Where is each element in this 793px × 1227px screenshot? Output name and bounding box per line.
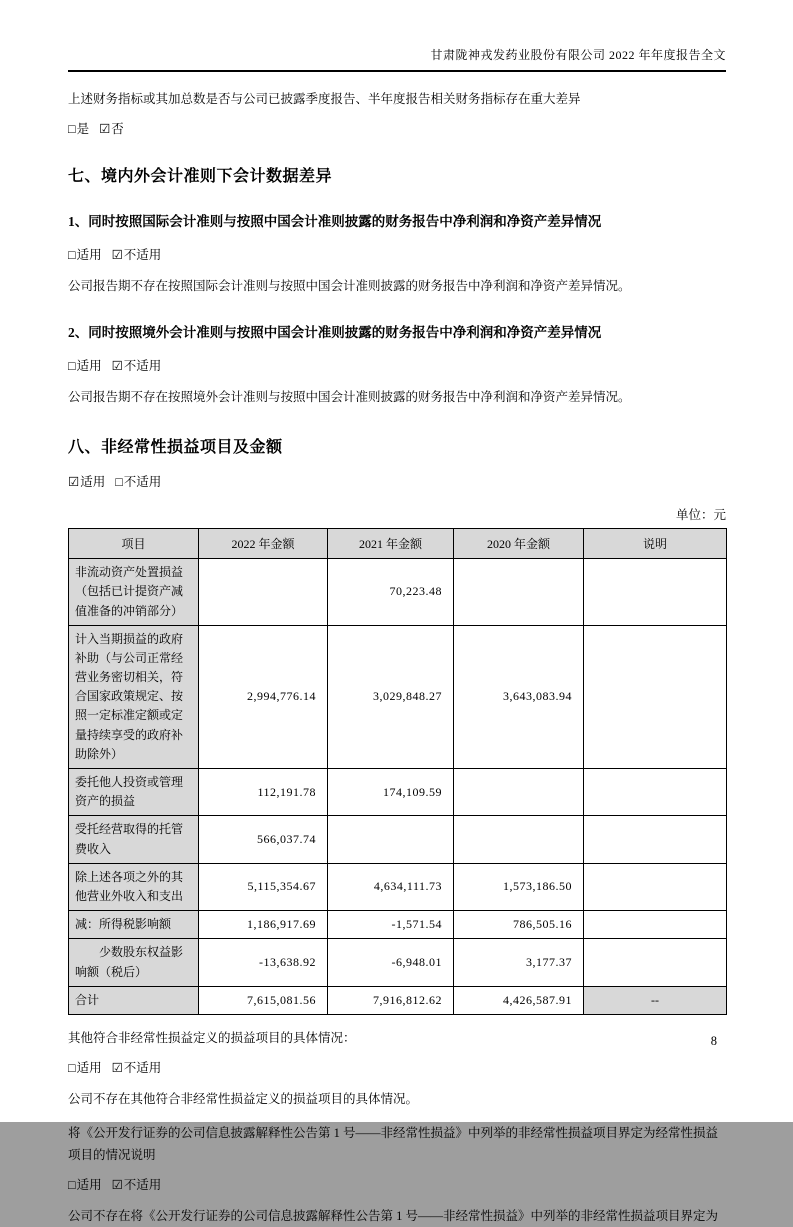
checkbox-unchecked-icon: □ <box>68 247 76 262</box>
section-7-1-note: 公司报告期不存在按照国际会计准则与按照中国会计准则披露的财务报告中净利润和净资产差异情况。 <box>68 278 631 293</box>
option-applicable-label: 适用 <box>76 1177 102 1192</box>
total-value-2020: 4,426,587.91 <box>454 986 584 1014</box>
row-item-label: 少数股东权益影响额（税后） <box>69 939 199 986</box>
row-value-2020: 3,177.37 <box>454 939 584 986</box>
row-value-2020: 3,643,083.94 <box>454 625 584 768</box>
checkbox-unchecked-icon: □ <box>68 358 76 373</box>
option-applicable-label: 适用 <box>76 358 102 373</box>
row-value-2020 <box>454 559 584 626</box>
column-header-item: 项目 <box>69 529 199 559</box>
section-7-title: 七、境内外会计准则下会计数据差异 <box>68 167 333 185</box>
option-not-applicable <box>112 1061 162 1075</box>
column-header-note: 说明 <box>584 529 727 559</box>
option-not-applicable-label: 不适用 <box>123 1061 162 1076</box>
reclassification-title: 将《公开发行证券的公司信息披露解释性公告第 1 号——非经常性损益》中列举的非经常性损益项目界定为经常性损益项目的情况说明 <box>68 1126 719 1162</box>
row-value-2020 <box>454 769 584 816</box>
option-applicable-label: 适用 <box>76 1061 102 1076</box>
option-yes <box>68 122 89 136</box>
checkbox-checked-icon: ☑ <box>68 475 80 490</box>
option-not-applicable <box>112 248 162 262</box>
table-row <box>69 769 727 816</box>
row-value-2022: -13,638.92 <box>199 939 328 986</box>
section-7-1-title: 1、同时按照国际会计准则与按照中国会计准则披露的财务报告中净利润和净资产差异情况 <box>68 213 602 229</box>
reclassification-checkline <box>68 1175 726 1193</box>
row-note <box>584 863 727 910</box>
other-situations-title: 其他符合非经常性损益定义的损益项目的具体情况： <box>68 1030 356 1045</box>
option-no-label: 否 <box>111 121 124 136</box>
row-note <box>584 911 727 939</box>
option-not-applicable-label: 不适用 <box>123 247 162 262</box>
row-item-label: 减：所得税影响额 <box>69 911 199 939</box>
option-applicable-label: 适用 <box>76 247 102 262</box>
row-value-2021: 70,223.48 <box>328 559 454 626</box>
row-value-2021: -1,571.54 <box>328 911 454 939</box>
page-header-title: 甘肃陇神戎发药业股份有限公司 2022 年年度报告全文 <box>68 0 726 72</box>
table-row <box>69 816 727 863</box>
row-note <box>584 559 727 626</box>
unit-label: 单位：元 <box>675 508 726 523</box>
table-row <box>69 939 727 986</box>
option-not-applicable-label: 不适用 <box>123 358 162 373</box>
row-value-2020 <box>454 816 584 863</box>
row-note <box>584 816 727 863</box>
row-value-2022: 2,994,776.14 <box>199 625 328 768</box>
checkbox-checked-icon: ☑ <box>111 1177 123 1192</box>
other-situations-note: 公司不存在其他符合非经常性损益定义的损益项目的具体情况。 <box>68 1092 419 1107</box>
row-value-2022 <box>199 559 328 626</box>
column-header-2021: 2021 年金额 <box>328 529 454 559</box>
section-7-2-note: 公司报告期不存在按照境外会计准则与按照中国会计准则披露的财务报告中净利润和净资产差异情况。 <box>68 389 631 404</box>
option-applicable <box>68 1178 102 1192</box>
checkbox-unchecked-icon: □ <box>68 1177 76 1192</box>
row-value-2021: 174,109.59 <box>328 769 454 816</box>
section-8-title: 八、非经常性损益项目及金额 <box>68 439 283 457</box>
table-row <box>69 911 727 939</box>
checkbox-unchecked-icon: □ <box>115 475 123 490</box>
column-header-2020: 2020 年金额 <box>454 529 584 559</box>
table-row <box>69 863 727 910</box>
row-item-label: 受托经营取得的托管费收入 <box>69 816 199 863</box>
row-note <box>584 939 727 986</box>
row-value-2021: 3,029,848.27 <box>328 625 454 768</box>
major-diff-checkline <box>68 119 726 137</box>
option-not-applicable <box>115 475 161 489</box>
checkbox-checked-icon: ☑ <box>111 358 123 373</box>
option-applicable <box>68 475 105 489</box>
option-no <box>99 122 124 136</box>
option-applicable <box>68 248 102 262</box>
option-applicable <box>68 1061 102 1075</box>
row-value-2021: 4,634,111.73 <box>328 863 454 910</box>
row-note <box>584 769 727 816</box>
option-not-applicable-label: 不适用 <box>123 475 162 490</box>
checkbox-unchecked-icon: □ <box>68 1061 76 1076</box>
table-row-total <box>69 986 727 1014</box>
row-value-2022: 5,115,354.67 <box>199 863 328 910</box>
option-applicable-label: 适用 <box>80 475 106 490</box>
table-header-row <box>69 529 727 559</box>
option-applicable <box>68 359 102 373</box>
table-row <box>69 559 727 626</box>
row-item-label: 非流动资产处置损益（包括已计提资产减值准备的冲销部分） <box>69 559 199 626</box>
section-8-checkline <box>68 472 726 490</box>
table-row <box>69 625 727 768</box>
row-value-2021 <box>328 816 454 863</box>
row-value-2021: -6,948.01 <box>328 939 454 986</box>
total-value-2022: 7,615,081.56 <box>199 986 328 1014</box>
row-value-2020: 1,573,186.50 <box>454 863 584 910</box>
major-diff-question: 上述财务指标或其加总数是否与公司已披露季度报告、半年度报告相关财务指标存在重大差异 <box>68 92 581 106</box>
checkbox-checked-icon: ☑ <box>111 247 123 262</box>
section-7-1-checkline <box>68 245 726 263</box>
total-value-2021: 7,916,812.62 <box>328 986 454 1014</box>
total-row-label: 合计 <box>69 986 199 1014</box>
row-note <box>584 625 727 768</box>
page-number: 8 <box>710 1034 717 1048</box>
column-header-2022: 2022 年金额 <box>199 529 328 559</box>
section-7-2-checkline <box>68 356 726 374</box>
option-yes-label: 是 <box>76 121 90 136</box>
row-item-label: 计入当期损益的政府补助（与公司正常经营业务密切相关，符合国家政策规定、按照一定标准定额或定量持续享受的政府补助除外） <box>69 625 199 768</box>
option-not-applicable-label: 不适用 <box>123 1177 162 1192</box>
row-value-2022: 566,037.74 <box>199 816 328 863</box>
reclassification-note: 公司不存在将《公开发行证券的公司信息披露解释性公告第 1 号——非经常性损益》中列举的非经常性损益项目界定为 <box>68 1208 719 1223</box>
other-situations-checkline <box>68 1058 726 1076</box>
total-row-note: -- <box>584 986 727 1014</box>
row-item-label: 除上述各项之外的其他营业外收入和支出 <box>69 863 199 910</box>
checkbox-unchecked-icon: □ <box>68 121 76 136</box>
option-not-applicable <box>112 359 162 373</box>
non-recurring-items-table <box>68 528 727 1015</box>
option-not-applicable <box>112 1178 162 1192</box>
checkbox-checked-icon: ☑ <box>111 1061 123 1076</box>
row-value-2022: 1,186,917.69 <box>199 911 328 939</box>
row-item-label: 委托他人投资或管理资产的损益 <box>69 769 199 816</box>
section-7-2-title: 2、同时按照境外会计准则与按照中国会计准则披露的财务报告中净利润和净资产差异情况 <box>68 324 602 340</box>
row-value-2020: 786,505.16 <box>454 911 584 939</box>
row-value-2022: 112,191.78 <box>199 769 328 816</box>
checkbox-checked-icon: ☑ <box>99 121 111 136</box>
